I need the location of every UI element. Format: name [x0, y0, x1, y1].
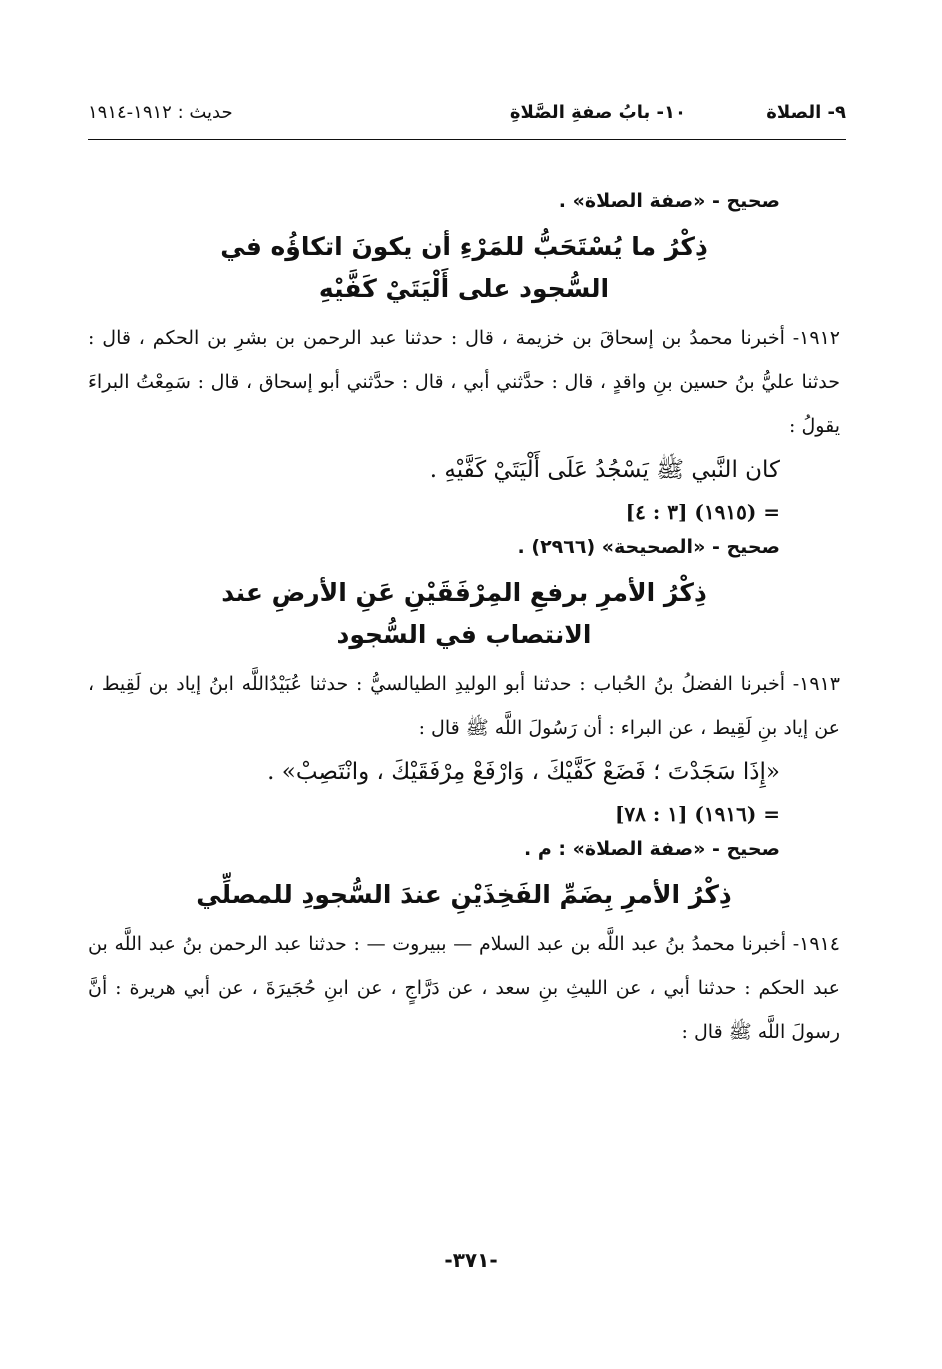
chapter-heading: ذِكْرُ الأمرِ بِضَمِّ الفَخِذَيْنِ عندَ السُّجودِ للمصلِّي: [196, 880, 732, 909]
hadith-isnad: ١٩١٣- أخبرنا الفضلُ بنُ الحُباب : حدثنا أبو الوليدِ الطيالسيُّ : حدثنا عُبَيْدُاللَّه ابنُ إياد بن لَقِيط ، عن إياد بنِ لَقِيط ، عن البراء : أن رَسُولَ اللَّه ﷺ قال :: [88, 673, 840, 739]
cross-reference: = (١٩١٦) [١ : ٧٨]: [614, 802, 780, 826]
section-title: ١٠- بابُ صفةِ الصَّلاةِ: [509, 102, 686, 123]
hadith-range: حديث : ١٩١٢-١٩١٤: [88, 102, 233, 123]
hadith-matn: كان النَّبي ﷺ يَسْجُدُ عَلَى أَلْيَتَيْ كَفَّيْهِ .: [429, 457, 780, 483]
grade-note: صحيح - «الصحيحة» (٢٩٦٦) .: [517, 536, 780, 558]
chapter-heading: ذِكْرُ ما يُسْتَحَبُّ للمَرْءِ أن يكونَ اتكاؤُه في السُّجود على أَلْيَتَيْ كَفَّيْهِ: [220, 232, 708, 303]
header-divider: [88, 139, 846, 140]
running-header: [88, 100, 846, 130]
grade-note: صحيح - «صفة الصلاة» .: [558, 190, 780, 212]
hadith-isnad: ١٩١٤- أخبرنا محمدُ بنُ عبد اللَّه بن عبد السلام — ببيروت — : حدثنا عبد الرحمن بنُ عبد اللَّه بن عبد الحكم : حدثنا أبي ، عن الليثِ بنِ سعد ، عن دَرَّاجٍ ، عن ابنِ حُجَيرَةَ ، عن أبي هريرة : أنَّ رسولَ اللَّه ﷺ قال :: [88, 933, 840, 1043]
page-number: -٣٧١-: [444, 1248, 498, 1272]
chapter-title: ٩- الصلاة: [766, 102, 846, 123]
page-body: [88, 186, 840, 1054]
hadith-matn: «إِذَا سَجَدْتَ ؛ فَضَعْ كَفَّيْكَ ، وَارْفَعْ مِرْفَقَيْكَ ، وانْتَصِبْ» .: [267, 759, 780, 785]
hadith-isnad: ١٩١٢- أخبرنا محمدُ بن إسحاقَ بن خزيمة ، قال : حدثنا عبد الرحمن بن بشرِ بن الحكم ، قال : حدثنا عليُّ بنُ حسين بنِ واقدٍ ، قال : حدَّثني أبي ، قال : حدَّثني أبو إسحاق ، قال : سَمِعْتُ البراءَ يقولُ :: [88, 327, 840, 437]
cross-reference: = (١٩١٥) [٣ : ٤]: [625, 500, 780, 524]
grade-note: صحيح - «صفة الصلاة» : م .: [524, 838, 780, 860]
chapter-heading: ذِكْرُ الأمرِ برفعِ المِرْفَقَيْنِ عَنِ الأرضِ عند الانتصاب في السُّجود: [221, 578, 707, 649]
